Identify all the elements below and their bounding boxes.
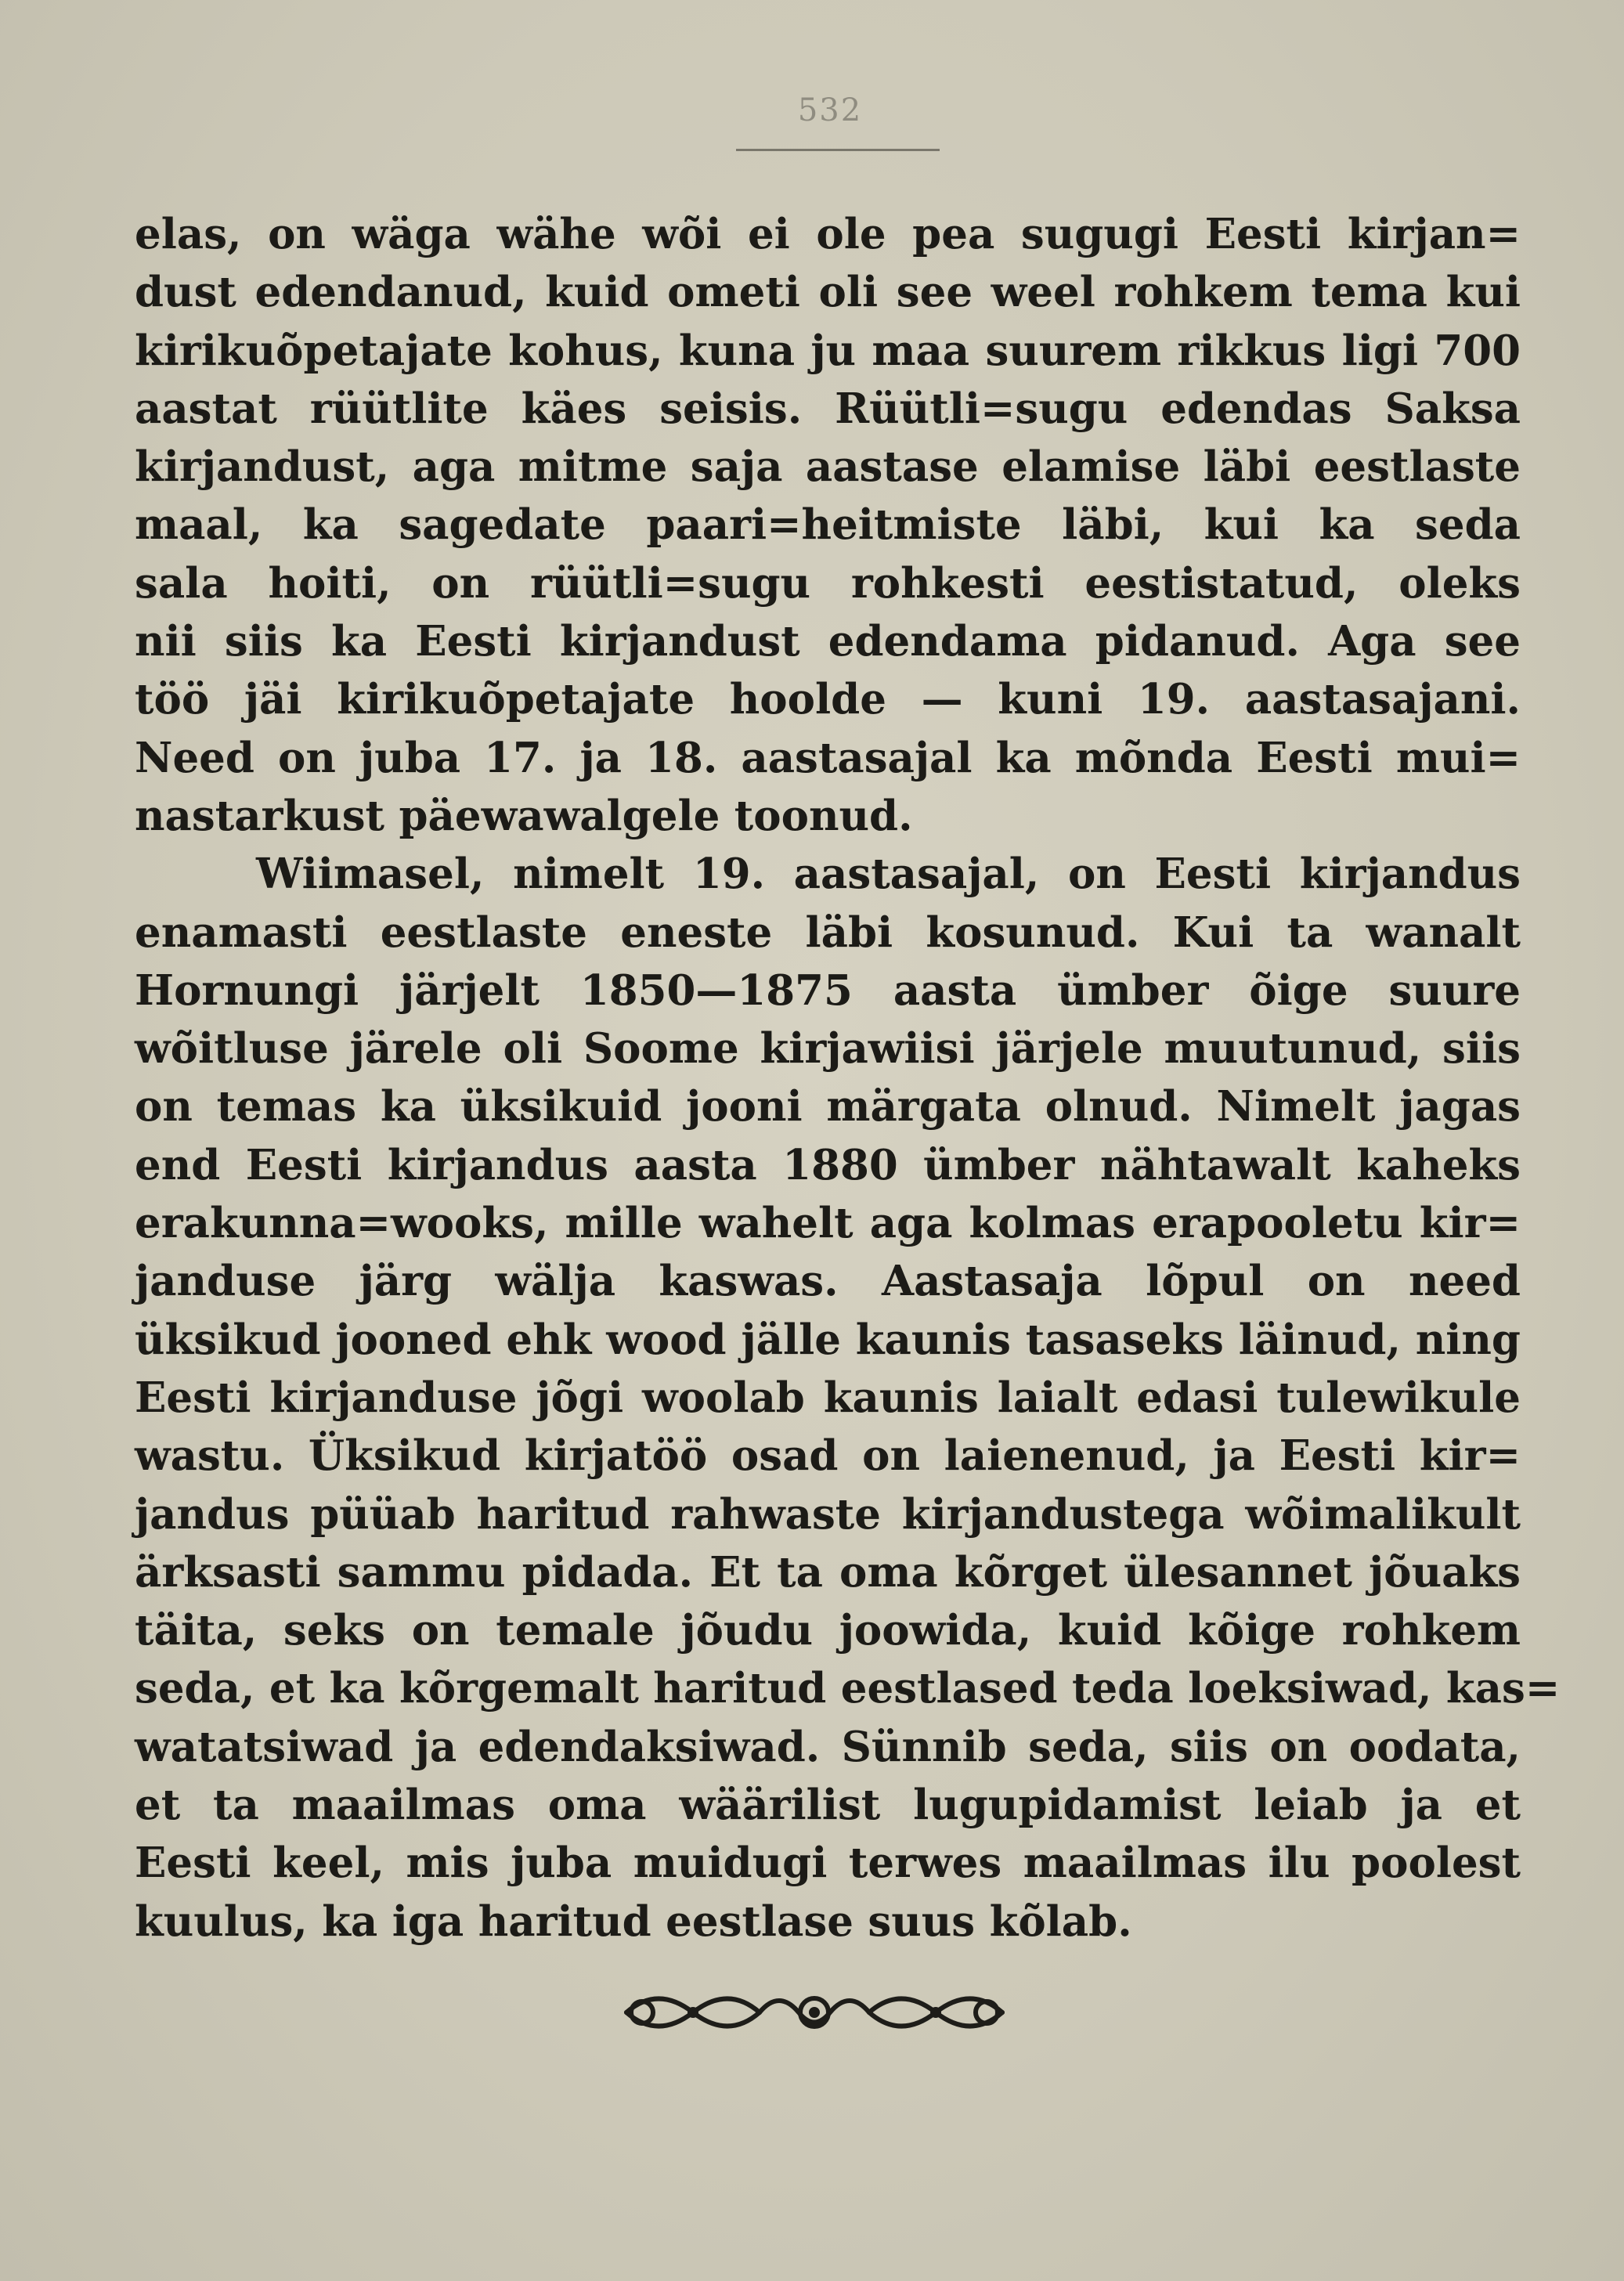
text-line: üksikud jooned ehk wood jälle kaunis tasaseks läinud, ning [135, 1315, 1521, 1364]
text-line: ärksasti sammu pidada. Et ta oma kõrget ülesannet jõuaks [135, 1547, 1521, 1597]
text-line: on temas ka üksikuid jooni märgata olnud. Nimelt jagas [135, 1082, 1521, 1131]
text-line: nastarkust päewawalgele toonud. [135, 791, 913, 840]
text-line: Hornungi järjelt 1850—1875 aasta ümber õige suure [135, 965, 1521, 1015]
text-line: watatsiwad ja edendaksiwad. Sünnib seda, siis on oodata, [135, 1722, 1521, 1771]
text-line: elas, on wäga wähe wõi ei ole pea sugugi Eesti kirjan= [135, 210, 1521, 258]
text-line: töö jäi kirikuõpetajate hoolde — kuni 19. aastasajani. [135, 675, 1521, 724]
text-line: wastu. Üksikud kirjatöö osad on laienenud, ja Eesti kir= [135, 1431, 1521, 1481]
text-line: sala hoiti, on rüütli=sugu rohkesti eestistatud, oleks [135, 558, 1521, 608]
page-number: 532 [797, 92, 863, 128]
text-line: et ta maailmas oma wäärilist lugupidamist leiab ja et [135, 1781, 1521, 1830]
text-line: wõitluse järele oli Soome kirjawiisi järjele muutunud, siis [135, 1024, 1521, 1074]
text-line: kirikuõpetajate kohus, kuna ju maa suurem rikkus ligi 700 [135, 326, 1521, 375]
text-line: enamasti eestlaste eneste läbi kosunud. Kui ta wanalt [135, 908, 1521, 957]
text-line: end Eesti kirjandus aasta 1880 ümber nähtawalt kaheks [135, 1140, 1521, 1189]
text-line: janduse järg wälja kaswas. Aastasaja lõpul on need [135, 1257, 1521, 1306]
text-line: erakunna=wooks, mille wahelt aga kolmas erapooletu kir= [135, 1199, 1521, 1248]
decorative-ornament [611, 1973, 1018, 2052]
text-line: dust edendanud, kuid ometi oli see weel rohkem tema kui [135, 268, 1521, 317]
text-line: Eesti kirjanduse jõgi woolab kaunis laialt edasi tulewikule [135, 1373, 1521, 1422]
text-line: Wiimasel, nimelt 19. aastasajal, on Eesti kirjandus [256, 850, 1521, 899]
text-line: Need on juba 17. ja 18. aastasajal ka mõnda Eesti mui= [135, 733, 1521, 782]
header-rule [736, 149, 940, 151]
text-line: maal, ka sagedate paari=heitmiste läbi, kui ka seda [135, 500, 1521, 550]
text-line: nii siis ka Eesti kirjandust edendama pidanud. Aga see [135, 617, 1521, 666]
text-line: jandus püüab haritud rahwaste kirjandustega wõimalikult [135, 1489, 1521, 1539]
text-line: aastat rüütlite käes seisis. Rüütli=sugu edendas Saksa [135, 384, 1521, 433]
text-line: kirjandust, aga mitme saja aastase elamise läbi eestlaste [135, 442, 1521, 492]
text-line: seda, et ka kõrgemalt haritud eestlased teda loeksiwad, kas= [135, 1664, 1561, 1713]
text-line: kuulus, ka iga haritud eestlase suus kõlab. [135, 1897, 1132, 1946]
text-line: täita, seks on temale jõudu joowida, kuid kõige rohkem [135, 1606, 1521, 1655]
body-text [135, 205, 1561, 1951]
text-line: Eesti keel, mis juba muidugi terwes maailmas ilu poolest [135, 1839, 1521, 1888]
